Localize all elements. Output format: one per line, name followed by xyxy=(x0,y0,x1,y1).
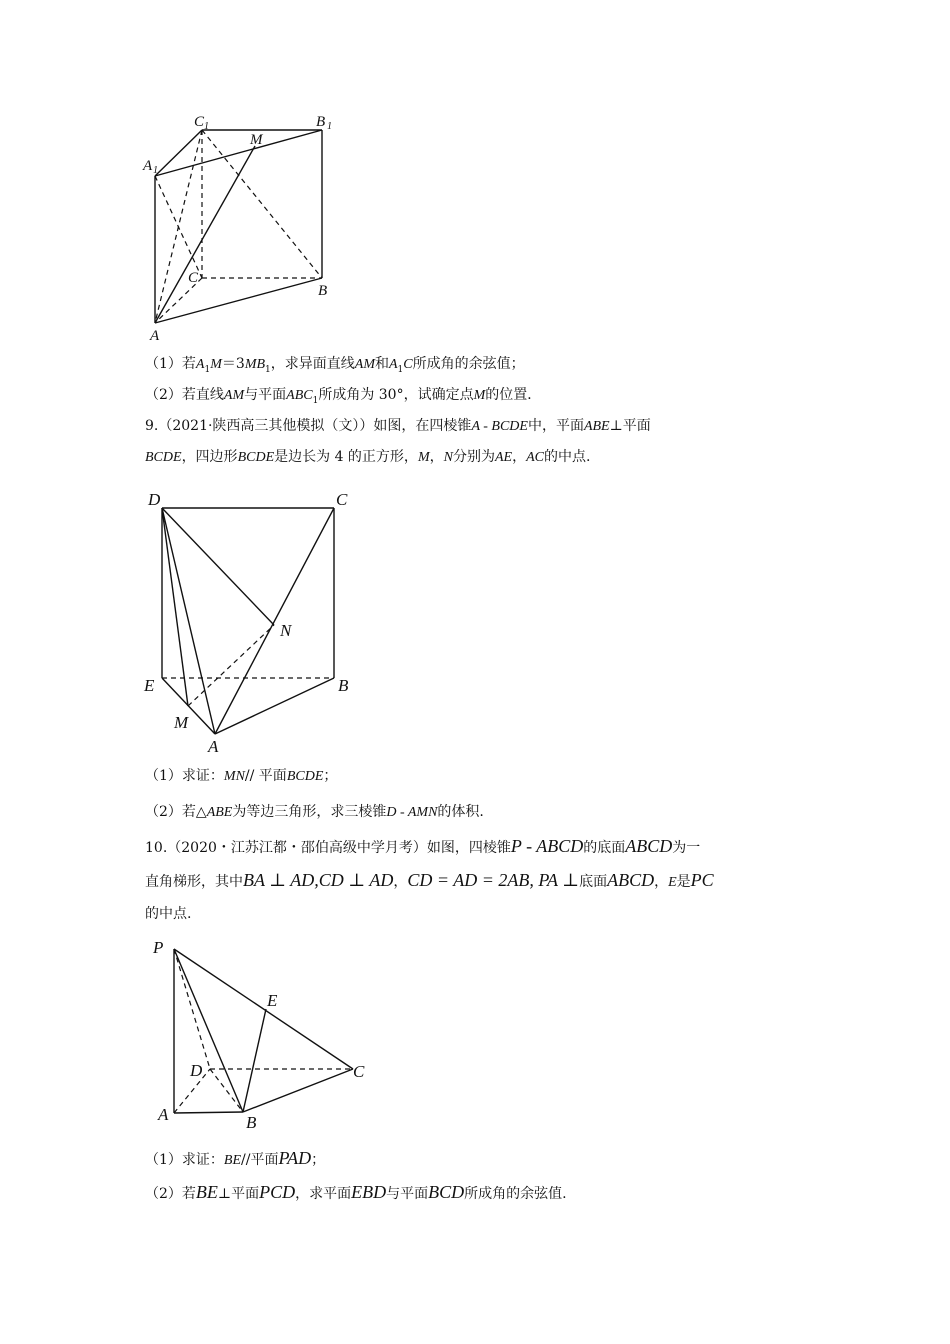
label-m: M xyxy=(250,132,263,148)
label-c: C xyxy=(336,490,348,509)
label-e: E xyxy=(267,991,278,1010)
pyramid-abcd-figure xyxy=(148,935,388,1135)
label-a1: A xyxy=(143,158,153,174)
q10-line3: 的中点. xyxy=(145,906,192,922)
q10-part2: （2）若BE⊥平面PCD，求平面EBD与平面BCD所成角的余弦值. xyxy=(145,1182,567,1202)
label-b: B xyxy=(338,676,349,695)
label-e: E xyxy=(144,676,155,695)
label-b: B xyxy=(246,1113,257,1132)
label-p: P xyxy=(153,938,164,957)
pyramid-bcde-figure xyxy=(140,488,370,756)
prism-figure xyxy=(140,110,360,350)
q10-line1: 10.（2020・江苏江都・邵伯高级中学月考）如图，四棱锥P - ABCD的底面ABCD为一 xyxy=(145,836,701,856)
label-a: A xyxy=(158,1105,169,1124)
pyramid-abcd-diagram xyxy=(148,935,388,1135)
label-b1-sub: 1 xyxy=(327,121,332,132)
q9-part1: （1）求证：MN// 平面BCDE； xyxy=(145,768,338,784)
pyramid-bcde-diagram xyxy=(140,488,370,756)
label-c: C xyxy=(353,1062,365,1081)
label-a: A xyxy=(150,328,160,344)
label-c1: C xyxy=(194,114,205,130)
q9-line1: 9.（2021·陕西高三其他模拟（文））如图，在四棱锥A - BCDE中，平面ABE⊥平面 xyxy=(145,418,651,434)
label-c1-sub: 1 xyxy=(204,121,209,132)
prism-diagram xyxy=(140,110,360,350)
q8-part1: （1）若$A_1M=3MB_1$，求异面直线AM和$A_1C$所成角的余弦值； xyxy=(145,356,525,375)
q10-line2: 直角梯形，其中BA ⊥ AD,CD ⊥ AD，CD = AD = 2AB, PA ⊥底面ABCD，E是PC xyxy=(145,870,714,890)
label-n: N xyxy=(280,621,292,640)
label-d: D xyxy=(190,1061,203,1080)
label-m: M xyxy=(174,713,189,732)
label-a: A xyxy=(208,737,219,756)
q10-part1: （1）求证：BE//平面PAD； xyxy=(145,1148,326,1168)
label-a1-sub: 1 xyxy=(153,165,158,176)
label-b: B xyxy=(318,283,328,299)
q8-part2: （2）若直线AM与平面$ABC_1$所成角为 30°，试确定点M的位置． xyxy=(145,387,542,406)
q9-line2: BCDE，四边形BCDE是边长为 4 的正方形，M，N分别为AE，AC的中点. xyxy=(145,449,591,465)
label-d: D xyxy=(148,490,161,509)
label-c: C xyxy=(188,270,199,286)
label-b1: B xyxy=(316,114,326,130)
q9-part2: （2）若△ABE为等边三角形，求三棱锥D - AMN的体积. xyxy=(145,804,484,820)
